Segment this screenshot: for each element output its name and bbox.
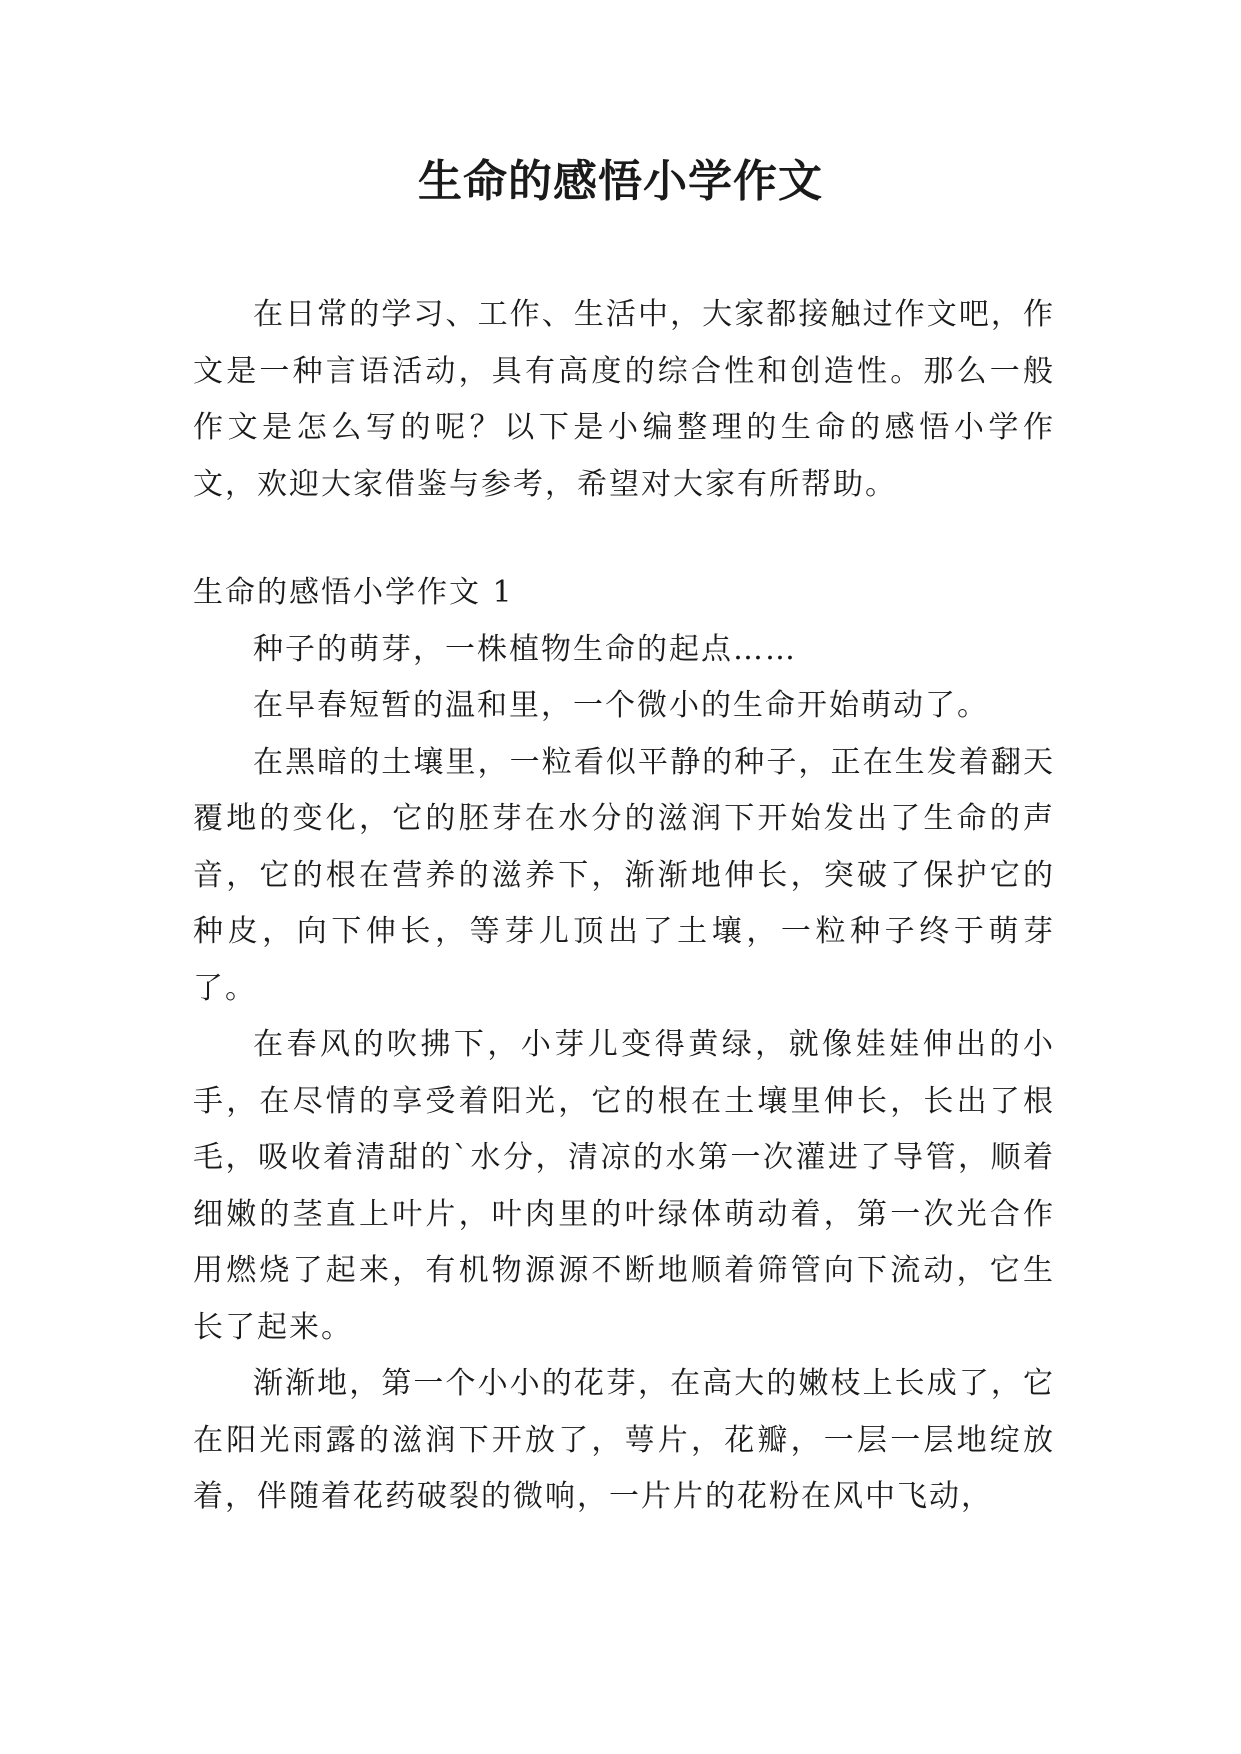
intro-paragraph: 在日常的学习、工作、生活中，大家都接触过作文吧，作文是一种言语活动，具有高度的综合性和创造性。那么一般作文是怎么写的呢？以下是小编整理的生命的感悟小学作文，欢迎大家借鉴与参考，希望对大家有所帮助。 <box>193 297 1055 502</box>
body-paragraph-2: 在早春短暂的温和里，一个微小的生命开始萌动了。 <box>253 688 989 723</box>
body-paragraph-4: 在春风的吹拂下，小芽儿变得黄绿，就像娃娃伸出的小手，在尽情的享受着阳光，它的根在土壤里伸长，长出了根毛，吸收着清甜的`水分，清凉的水第一次灌进了导管，顺着细嫩的茎直上叶片，叶肉里的叶绿体萌动着，第一次光合作用燃烧了起来，有机物源源不断地顺着筛管向下流动，它生长了起来。 <box>193 1027 1055 1345</box>
body-paragraph-3: 在黑暗的土壤里，一粒看似平静的种子，正在生发着翻天覆地的变化，它的胚芽在水分的滋润下开始发出了生命的声音，它的根在营养的滋养下，渐渐地伸长，突破了保护它的种皮，向下伸长，等芽儿顶出了土壤，一粒种子终于萌芽了。 <box>193 744 1055 1006</box>
body-paragraph-1: 种子的萌芽，一株植物生命的起点…… <box>253 631 797 667</box>
section-heading: 生命的感悟小学作文 1 <box>193 575 514 610</box>
document-body <box>193 287 1055 1526</box>
document-title: 生命的感悟小学作文 <box>418 156 823 207</box>
body-paragraph-5: 渐渐地，第一个小小的花芽，在高大的嫩枝上长成了，它在阳光雨露的滋润下开放了，萼片，花瓣，一层一层地绽放着，伴随着花药破裂的微响，一片片的花粉在风中飞动， <box>193 1366 1055 1514</box>
paragraph-gap <box>193 513 1055 565</box>
